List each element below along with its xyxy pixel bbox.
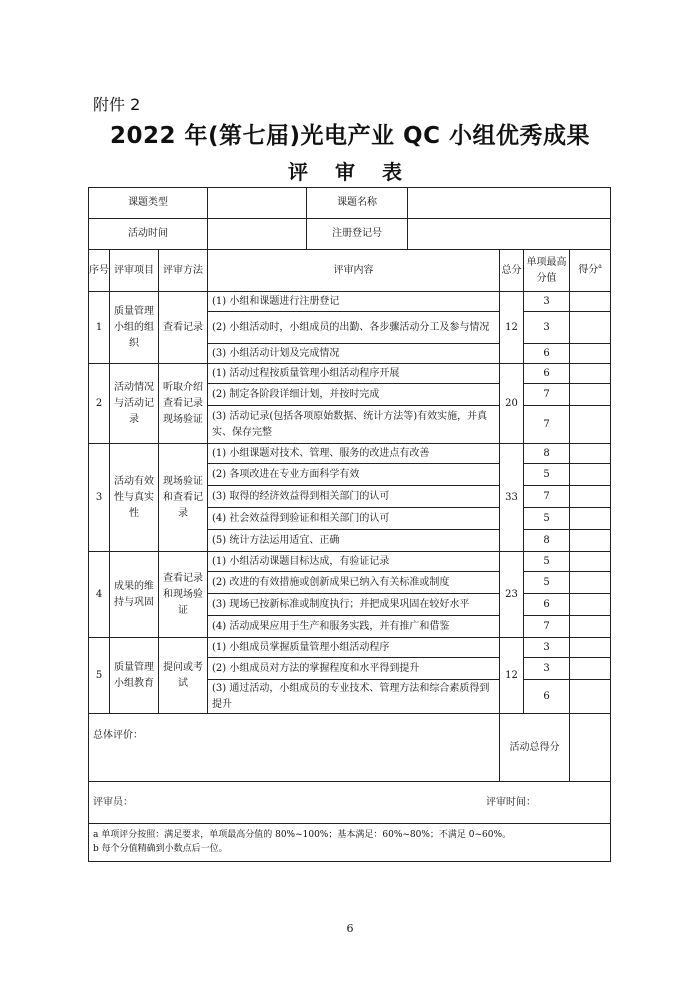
- criterion-max: 7: [524, 406, 570, 444]
- section-item: 质量管理小组的组织: [110, 292, 159, 364]
- section-number: 2: [89, 364, 110, 444]
- criterion-score-field[interactable]: [570, 594, 611, 616]
- section-method: 现场验证和查看记录: [159, 444, 208, 552]
- section-method: 查看记录: [159, 292, 208, 364]
- section-total: 20: [500, 364, 524, 444]
- criterion-score-field[interactable]: [570, 292, 611, 312]
- criterion-text: (2) 小组成员对方法的掌握程度和水平得到提升: [208, 658, 500, 680]
- criterion-score-field[interactable]: [570, 344, 611, 364]
- criterion-text: (2) 小组活动时，小组成员的出勤、各步骤活动分工及参与情况: [208, 312, 500, 344]
- document-subtitle: 评 审 表: [288, 160, 412, 184]
- criterion-text: (3) 现场已按新标准或制度执行；并把成果巩固在较好水平: [208, 594, 500, 616]
- registration-no-label: 注册登记号: [307, 219, 408, 249]
- criterion-max: 6: [524, 594, 570, 616]
- section-method: 查看记录和现场验证: [159, 552, 208, 638]
- section-number: 1: [89, 292, 110, 364]
- criterion-score-field[interactable]: [570, 658, 611, 680]
- criterion-max: 7: [524, 384, 570, 406]
- section-total: 23: [500, 552, 524, 638]
- section-total: 33: [500, 444, 524, 552]
- section-total: 12: [500, 638, 524, 714]
- section-item: 活动情况与活动记录: [110, 364, 159, 444]
- criterion-score-field[interactable]: [570, 552, 611, 572]
- criterion-row: [89, 638, 611, 658]
- criterion-score-field[interactable]: [570, 364, 611, 384]
- reviewer-row: [89, 782, 611, 824]
- section-number: 3: [89, 444, 110, 552]
- criterion-text: (3) 取得的经济效益得到相关部门的认可: [208, 486, 500, 508]
- review-table: [88, 187, 611, 862]
- criterion-row: [89, 364, 611, 384]
- criterion-score-field[interactable]: [570, 572, 611, 594]
- criterion-row: [89, 292, 611, 312]
- header-row: [89, 250, 611, 292]
- section-total: 12: [500, 292, 524, 364]
- section-method: 提问或考试: [159, 638, 208, 714]
- info-row-2: [89, 219, 611, 250]
- header-total: 总分: [500, 250, 524, 292]
- registration-no-field[interactable]: [408, 219, 611, 249]
- criterion-max: 7: [524, 616, 570, 638]
- section-method: 听取介绍查看记录现场验证: [159, 364, 208, 444]
- document-title: 2022 年(第七届)光电产业 QC 小组优秀成果: [110, 123, 590, 149]
- criterion-score-field[interactable]: [570, 384, 611, 406]
- criterion-score-field[interactable]: [570, 464, 611, 486]
- criterion-score-field[interactable]: [570, 638, 611, 658]
- header-method: 评审方法: [159, 250, 208, 292]
- overall-eval-label: 总体评价：: [93, 730, 143, 741]
- criterion-text: (4) 社会效益得到验证和相关部门的认可: [208, 508, 500, 530]
- criterion-text: (3) 活动记录(包括各项原始数据、统计方法等)有效实施，并真实、保存完整: [208, 406, 500, 444]
- criterion-score-field[interactable]: [570, 530, 611, 552]
- activity-time-label: 活动时间: [89, 219, 208, 250]
- criterion-max: 5: [524, 464, 570, 486]
- criterion-text: (1) 活动过程按质量管理小组活动程序开展: [208, 364, 500, 384]
- criterion-row: [89, 444, 611, 464]
- section-item: 成果的维持与巩固: [110, 552, 159, 638]
- criterion-score-field[interactable]: [570, 406, 611, 444]
- info-row-1: [89, 188, 611, 219]
- overall-eval[interactable]: [89, 714, 500, 782]
- page-number: 6: [346, 922, 354, 935]
- attachment-label: 附件 2: [93, 95, 141, 114]
- criterion-text: (1) 小组活动课题目标达成，有验证记录: [208, 552, 500, 572]
- criterion-text: (1) 小组课题对技术、管理、服务的改进点有改善: [208, 444, 500, 464]
- section-number: 4: [89, 552, 110, 638]
- review-time-label: 评审时间：: [486, 796, 537, 808]
- criterion-row: [89, 552, 611, 572]
- criterion-max: 7: [524, 486, 570, 508]
- footnote-b: b 每个分值精确到小数点后一位。: [93, 844, 228, 855]
- criterion-max: 3: [524, 312, 570, 344]
- criterion-score-field[interactable]: [570, 508, 611, 530]
- header-no: 序号: [89, 250, 110, 292]
- section-number: 5: [89, 638, 110, 714]
- criterion-max: 3: [524, 658, 570, 680]
- header-max: 单项最高分值: [524, 250, 570, 292]
- criterion-max: 6: [524, 364, 570, 384]
- header-content: 评审内容: [208, 250, 500, 292]
- total-score-label: 活动总得分: [500, 714, 570, 782]
- criterion-score-field[interactable]: [570, 312, 611, 344]
- criterion-text: (3) 小组活动计划及完成情况: [208, 344, 500, 364]
- criterion-max: 8: [524, 444, 570, 464]
- reviewer-label: 评审员：: [93, 796, 133, 808]
- activity-time-field[interactable]: [208, 219, 307, 250]
- criterion-max: 6: [524, 680, 570, 714]
- criterion-max: 8: [524, 530, 570, 552]
- criterion-score-field[interactable]: [570, 444, 611, 464]
- total-score-field[interactable]: [570, 714, 611, 782]
- header-score: 得分$^a$: [570, 250, 611, 292]
- topic-name-label: 课题名称: [307, 188, 408, 218]
- topic-name-field[interactable]: [408, 188, 611, 218]
- criterion-max: 3: [524, 292, 570, 312]
- criterion-text: (2) 各项改进在专业方面科学有效: [208, 464, 500, 486]
- criterion-max: 5: [524, 508, 570, 530]
- footnotes: [89, 824, 611, 862]
- notes-row: [89, 824, 611, 862]
- criterion-text: (2) 改进的有效措施或创新成果已纳入有关标准或制度: [208, 572, 500, 594]
- score-footnote-mark: a: [598, 263, 602, 271]
- overall-eval-row: [89, 714, 611, 782]
- criterion-score-field[interactable]: [570, 680, 611, 714]
- topic-type-label: 课题类型: [89, 188, 208, 219]
- footnote-a: a 单项评分按照：满足要求，单项最高分值的 80%~100%；基本满足：60%~80%；不满足 0~60%。: [93, 830, 512, 840]
- criterion-text: (4) 活动成果应用于生产和服务实践，并有推广和借鉴: [208, 616, 500, 638]
- criterion-score-field[interactable]: [570, 616, 611, 638]
- criterion-text: (3) 通过活动，小组成员的专业技术、管理方法和综合素质得到提升: [208, 680, 500, 714]
- criterion-text: (1) 小组成员掌握质量管理小组活动程序: [208, 638, 500, 658]
- criterion-text: (5) 统计方法运用适宜、正确: [208, 530, 500, 552]
- section-item: 质量管理小组教育: [110, 638, 159, 714]
- criterion-score-field[interactable]: [570, 486, 611, 508]
- topic-type-field[interactable]: [208, 188, 307, 219]
- section-item: 活动有效性与真实性: [110, 444, 159, 552]
- criterion-text: (1) 小组和课题进行注册登记: [208, 292, 500, 312]
- header-item: 评审项目: [110, 250, 159, 292]
- criterion-text: (2) 制定各阶段详细计划，并按时完成: [208, 384, 500, 406]
- criterion-max: 3: [524, 638, 570, 658]
- criterion-max: 5: [524, 552, 570, 572]
- criterion-max: 5: [524, 572, 570, 594]
- criterion-max: 6: [524, 344, 570, 364]
